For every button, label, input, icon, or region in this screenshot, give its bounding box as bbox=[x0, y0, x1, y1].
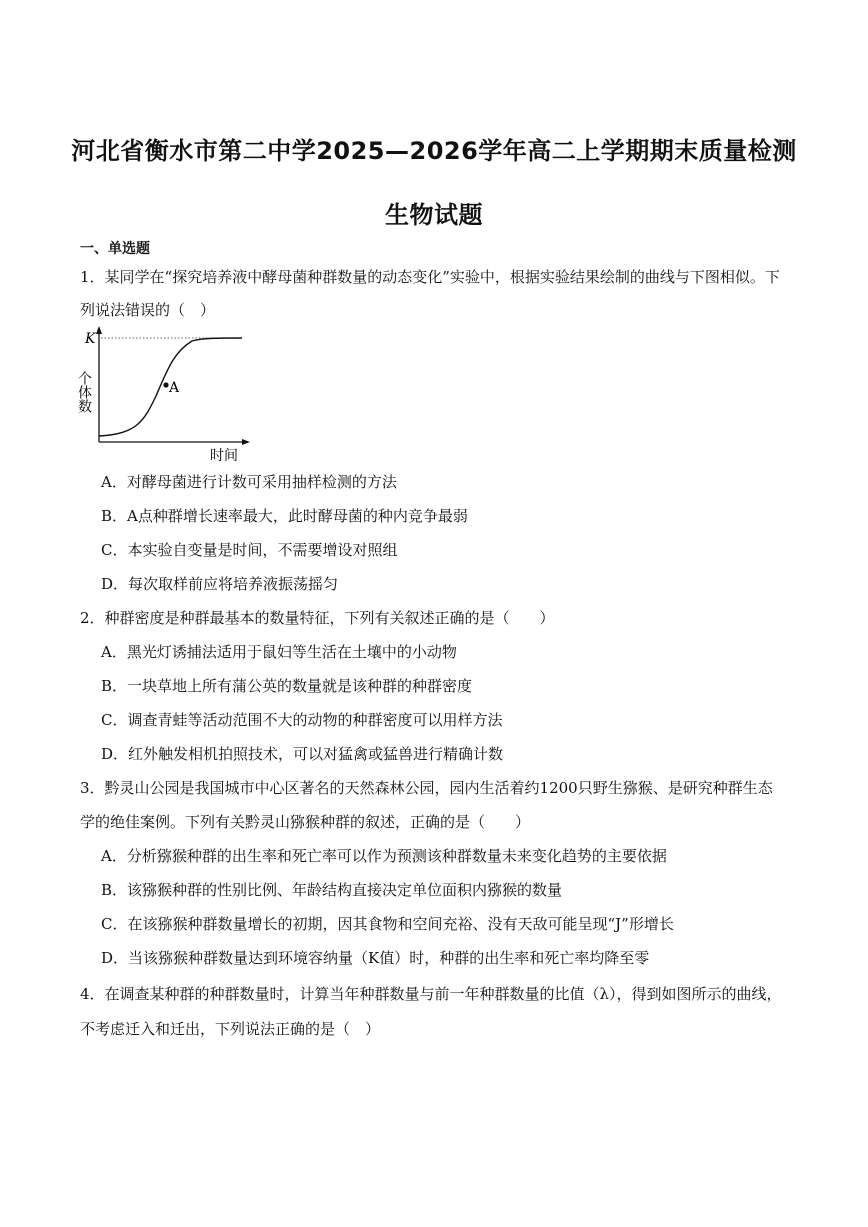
population-growth-curve bbox=[76, 326, 257, 466]
x-axis-label: 时间 bbox=[210, 448, 238, 464]
question-3-option-b: B．该猕猴种群的性别比例、年龄结构直接决定单位面积内猕猴的数量 bbox=[101, 881, 563, 899]
point-a-label: A bbox=[169, 380, 180, 396]
question-2-option-c: C．调查青蛙等活动范围不大的动物的种群密度可以用样方法 bbox=[101, 711, 503, 729]
y-axis-arrow bbox=[96, 326, 102, 334]
question-1-option-c: C．本实验自变量是时间，不需要增设对照组 bbox=[101, 541, 398, 559]
section-heading: 一、单选题 bbox=[80, 241, 150, 257]
question-2-option-b: B．一块草地上所有蒲公英的数量就是该种群的种群密度 bbox=[101, 677, 473, 695]
question-3-option-c: C．在该猕猴种群数量增长的初期，因其食物和空间充裕、没有天敌可能呈现“J”形增长 bbox=[101, 915, 674, 933]
question-3-option-a: A．分析猕猴种群的出生率和死亡率可以作为预测该种群数量未来变化趋势的主要依据 bbox=[101, 847, 667, 865]
x-axis-arrow bbox=[242, 439, 250, 445]
question-3-stem-line-2: 学的绝佳案例。下列有关黔灵山猕猴种群的叙述，正确的是（ ） bbox=[80, 813, 531, 831]
question-1-stem-line-2: 列说法错误的（ ） bbox=[80, 301, 216, 319]
question-1-figure bbox=[76, 326, 257, 470]
question-3-option-d: D．当该猕猴种群数量达到环境容纳量（K值）时，种群的出生率和死亡率均降至零 bbox=[101, 949, 650, 967]
question-1-option-b: B．A点种群增长速率最大，此时酵母菌的种内竞争最弱 bbox=[101, 507, 468, 525]
exam-subtitle: 生物试题 bbox=[385, 201, 483, 229]
point-a-marker bbox=[163, 382, 168, 387]
question-1-stem-line-1: 1．某同学在“探究培养液中酵母菌种群数量的动态变化”实验中，根据实验结果绘制的曲线与下图相似。下 bbox=[80, 268, 780, 286]
y-axis-label: 个体数 bbox=[76, 371, 92, 413]
question-1-option-a: A．对酵母菌进行计数可采用抽样检测的方法 bbox=[101, 473, 397, 491]
question-2-stem-line-1: 2．种群密度是种群最基本的数量特征，下列有关叙述正确的是（ ） bbox=[80, 609, 555, 627]
question-4-stem-line-1: 4．在调查某种群的种群数量时，计算当年种群数量与前一年种群数量的比值（λ），得到如图所示的曲线， bbox=[80, 985, 782, 1003]
k-label: K bbox=[85, 331, 96, 347]
question-2-option-a: A．黑光灯诱捕法适用于鼠妇等生活在土壤中的小动物 bbox=[101, 643, 457, 661]
question-1-option-d: D．每次取样前应将培养液振荡摇匀 bbox=[101, 575, 339, 593]
question-4-stem-line-2: 不考虑迁入和迁出，下列说法正确的是（ ） bbox=[80, 1020, 381, 1038]
question-2-option-d: D．红外触发相机拍照技术，可以对猛禽或猛兽进行精确计数 bbox=[101, 745, 504, 763]
question-3-stem-line-1: 3．黔灵山公园是我国城市中心区著名的天然森林公园，园内生活着约1200只野生猕猴、是研究种群生态 bbox=[80, 779, 773, 797]
exam-title: 河北省衡水市第二中学2025—2026学年高二上学期期末质量检测 bbox=[71, 137, 797, 165]
